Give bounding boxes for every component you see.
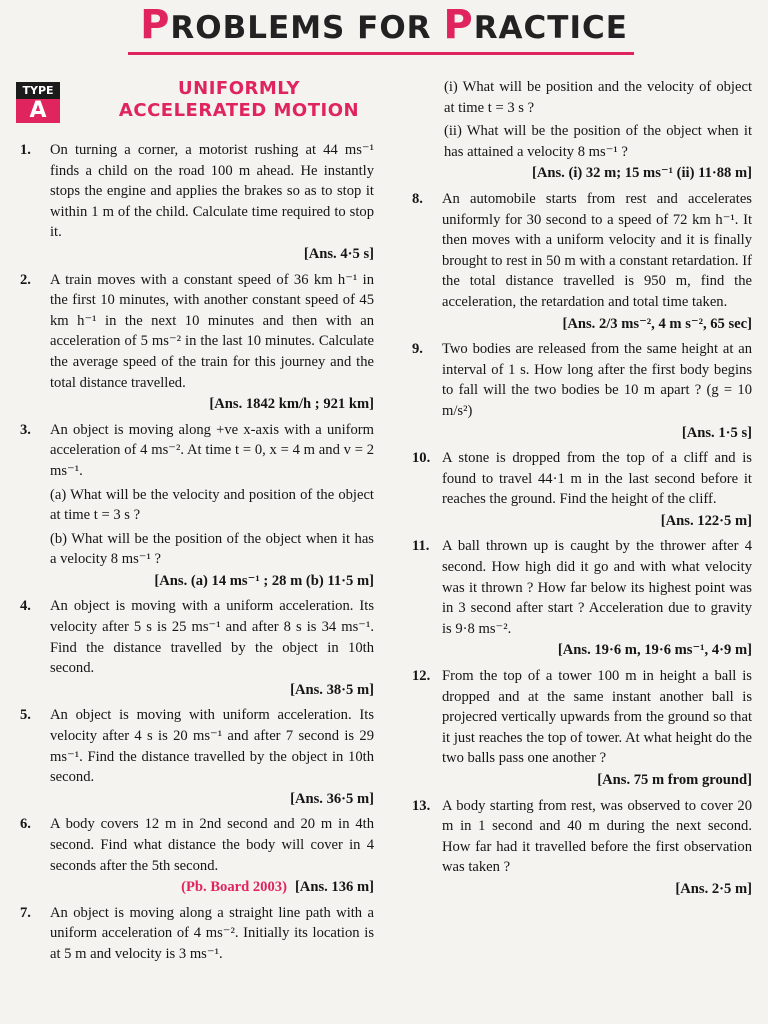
answer-row xyxy=(50,877,374,898)
page-title xyxy=(0,2,768,48)
answer: [Ans. 2·5 m] xyxy=(675,880,752,897)
problem-3 xyxy=(14,420,374,592)
title-text-2: RACTICE xyxy=(473,10,628,46)
problem-7-continued xyxy=(412,77,752,184)
type-badge-label: TYPE xyxy=(16,82,60,99)
answer: [Ans. 75 m from ground] xyxy=(597,772,752,788)
problem-5 xyxy=(14,705,374,809)
problem-subpart-a: (a) What will be the velocity and position of the object at time t = 3 s ? xyxy=(50,486,374,524)
type-header xyxy=(14,74,374,132)
problem-subpart-b: (b) What will be the position of the object when it has a velocity 8 ms⁻¹ ? xyxy=(50,530,374,568)
answer: [Ans. 136 m] xyxy=(294,879,374,896)
problem-text: A train moves with a constant speed of 36 km h⁻¹ in the first 10 minutes, with another constant speed of 45 km h⁻¹ in the next 10 minutes and then with an acceleration of 5 ms⁻² in the last 10 minutes. Calculate the average speed of the train for this journey and the total distance travelled. xyxy=(50,271,374,391)
problem-number: 6. xyxy=(20,816,31,833)
problem-10 xyxy=(412,448,752,531)
section-heading xyxy=(94,78,384,122)
problem-text: A ball thrown up is caught by the thrower after 4 second. How high did it go and with what velocity was it thrown ? How far below its highest point was in 3 second after start ? Acceleration due to gravity is 9·8 ms⁻². xyxy=(442,538,752,637)
title-cap-p: P xyxy=(140,2,171,48)
right-column xyxy=(412,74,752,905)
problem-number: 8. xyxy=(412,190,423,207)
problem-number: 5. xyxy=(20,707,31,724)
answer: [Ans. 36·5 m] xyxy=(290,790,374,807)
problem-number: 10. xyxy=(412,450,431,467)
answer: [Ans. 1·5 s] xyxy=(681,424,752,441)
problem-number: 3. xyxy=(20,421,31,438)
left-column xyxy=(14,74,374,970)
problem-number: 7. xyxy=(20,904,31,921)
problem-text: Two bodies are released from the same height at an interval of 1 s. How long after the first body begins to fall will the two bodies be 10 m apart ? (g = 10 m/s²) xyxy=(442,341,752,419)
problem-number: 2. xyxy=(20,271,31,288)
problem-number: 11. xyxy=(412,538,430,555)
answer: [Ans. 38·5 m] xyxy=(290,681,374,698)
problem-text: An object is moving along +ve x-axis with a uniform acceleration of 4 ms⁻². At time t = 0, x = 4 m and v = 2 ms⁻¹. xyxy=(50,421,374,479)
title-cap-p2: P xyxy=(443,2,474,48)
type-badge-letter: A xyxy=(16,99,60,123)
problem-text: A body covers 12 m in 2nd second and 20 m in 4th second. Find what distance the body will cover in 4 seconds after the 5th second. xyxy=(50,816,374,874)
problem-text: On turning a corner, a motorist rushing at 44 ms⁻¹ finds a child on the road 100 m ahead. He instantly stops the engine and applies the brakes so as to stop it within 1 m of the child. Calculate time required to stop it. xyxy=(50,142,374,241)
problem-8 xyxy=(412,189,752,334)
answer: [Ans. (a) 14 ms⁻¹ ; 28 m (b) 11·5 m] xyxy=(154,572,374,589)
problem-subpart-ii: (ii) What will be the position of the object when it has attained a velocity 8 ms⁻¹ ? xyxy=(444,123,752,160)
problem-text: An automobile starts from rest and accelerates uniformly for 30 second to a speed of 72 km h⁻¹. It then moves with a uniform velocity and it is finally brought to rest in 50 m with a constant retardation. If the total distance travelled is 950 m, find the acceleration, the retardation and total time taken. xyxy=(442,190,752,310)
problem-number: 12. xyxy=(412,668,431,685)
problem-text: A stone is dropped from the top of a cliff and is found to travel 44·1 m in the last second before it reaches the ground. Find the height of the cliff. xyxy=(442,450,752,508)
problem-number: 4. xyxy=(20,598,31,615)
problem-text: A body starting from rest, was observed to cover 20 m in 1 second and 40 m during the next second. How far had it travelled before the first observation was taken ? xyxy=(442,797,752,876)
problem-4 xyxy=(14,596,374,700)
problem-number: 13. xyxy=(412,797,431,814)
problem-text: An object is moving with uniform acceleration. Its velocity after 4 s is 20 ms⁻¹ and after 7 second is 29 ms⁻¹. Find the distance travelled by the object in 10th second. xyxy=(50,707,374,786)
problem-text: An object is moving with a uniform acceleration. Its velocity after 5 s is 25 ms⁻¹ and after 8 s is 34 ms⁻¹. Find the distance travelled by the object in 10th second. xyxy=(50,598,374,677)
problem-2 xyxy=(14,270,374,415)
title-underline xyxy=(128,52,634,55)
section-heading-line-1: UNIFORMLY xyxy=(178,78,300,99)
problem-text: An object is moving along a straight line path with a uniform acceleration of 4 ms⁻². Initially its location is at 5 m and velocity is 3 ms⁻¹. xyxy=(50,904,374,962)
answer: [Ans. 19·6 m, 19·6 ms⁻¹, 4·9 m] xyxy=(557,642,752,659)
problem-1 xyxy=(14,140,374,265)
section-heading-line-2: ACCELERATED MOTION xyxy=(118,100,360,121)
problem-7 xyxy=(14,903,374,965)
type-badge xyxy=(16,82,60,130)
answer: [Ans. 4·5 s] xyxy=(303,245,374,262)
answer: [Ans. 2/3 ms⁻², 4 m s⁻², 65 sec] xyxy=(562,315,752,332)
problem-12 xyxy=(412,666,752,791)
title-text-1: ROBLEMS FOR xyxy=(170,10,444,46)
answer: [Ans. 1842 km/h ; 921 km] xyxy=(209,396,374,413)
answer: [Ans. 122·5 m] xyxy=(660,512,752,529)
problem-number: 9. xyxy=(412,341,423,358)
problem-number: 1. xyxy=(20,142,31,158)
problem-6 xyxy=(14,814,374,897)
problem-11 xyxy=(412,536,752,661)
problem-text: From the top of a tower 100 m in height a ball is dropped and at the same instant another ball is projecred vertically upwards from the ground so that it just reaches the top of tower. At what height do the two balls pass one another ? xyxy=(442,668,752,767)
board-reference: (Pb. Board 2003) xyxy=(181,879,287,896)
problem-13 xyxy=(412,796,752,900)
answer: [Ans. (i) 32 m; 15 ms⁻¹ (ii) 11·88 m] xyxy=(531,165,752,182)
problem-subpart-i: (i) What will be position and the velocity of object at time t = 3 s ? xyxy=(444,79,752,116)
problem-9 xyxy=(412,339,752,443)
